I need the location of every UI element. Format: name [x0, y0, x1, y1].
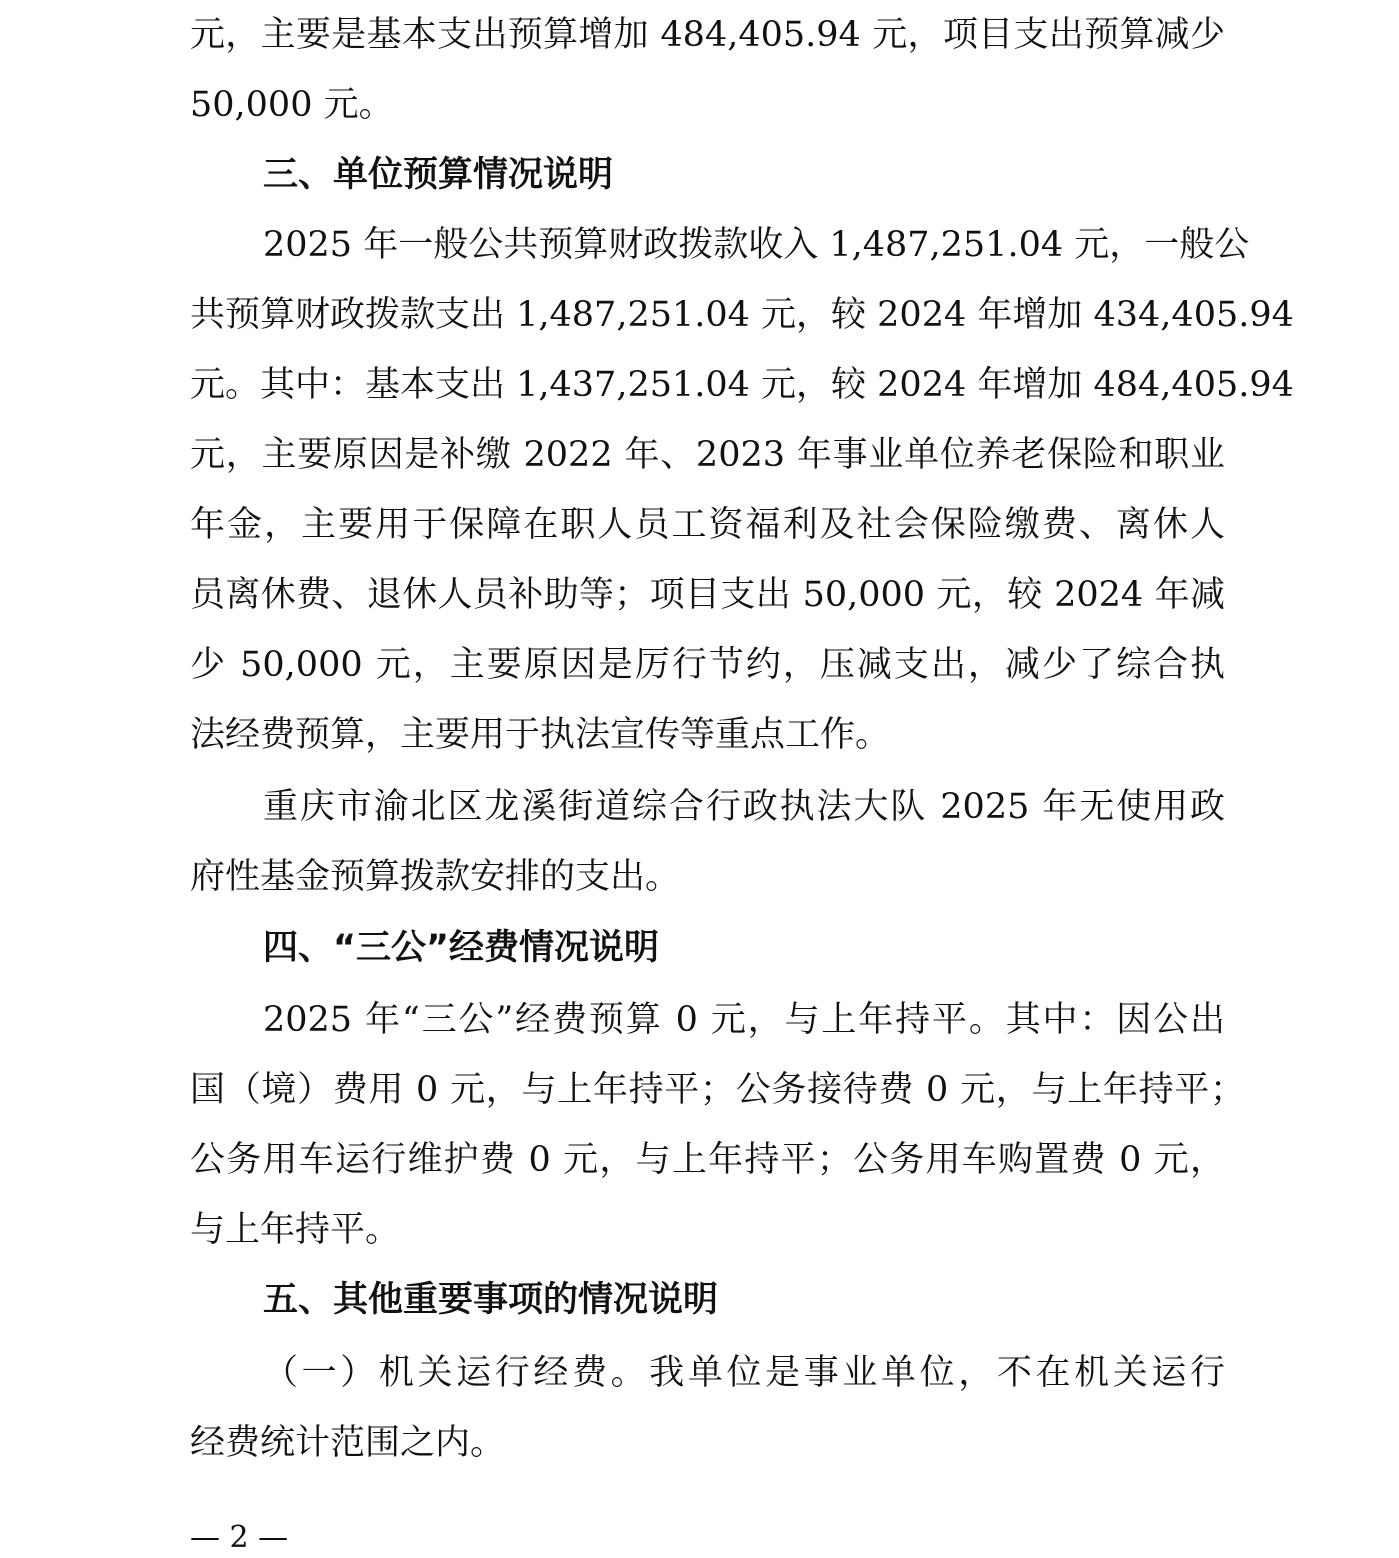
page-number: — 2 — [190, 1520, 289, 1555]
paragraph-line: 员离休费、退休人员补助等；项目支出 50,000 元，较 2024 年减 [190, 575, 1225, 615]
section-heading-5: 五、其他重要事项的情况说明 [263, 1280, 719, 1320]
paragraph-line: 与上年持平。 [190, 1210, 401, 1250]
section-heading-3: 三、单位预算情况说明 [263, 155, 614, 195]
paragraph-line: 重庆市渝北区龙溪街道综合行政执法大队 2025 年无使用政 [263, 787, 1225, 827]
paragraph-line: 国（境）费用 0 元，与上年持平；公务接待费 0 元，与上年持平； [190, 1070, 1245, 1110]
paragraph-line: 少 50,000 元，主要原因是厉行节约，压减支出，减少了综合执 [190, 645, 1225, 685]
paragraph-line: 法经费预算，主要用于执法宣传等重点工作。 [190, 715, 891, 755]
paragraph-line: 共预算财政拨款支出 1,487,251.04 元，较 2024 年增加 434,405.94 [190, 295, 1294, 335]
paragraph-line: 府性基金预算拨款安排的支出。 [190, 857, 681, 897]
paragraph-line: 50,000 元。 [190, 85, 394, 125]
section-heading-4: 四、“三公”经费情况说明 [263, 928, 660, 968]
paragraph-line: （一）机关运行经费。我单位是事业单位，不在机关运行 [263, 1353, 1225, 1393]
paragraph-line: 经费统计范围之内。 [190, 1423, 506, 1463]
paragraph-line: 元，主要原因是补缴 2022 年、2023 年事业单位养老保险和职业 [190, 435, 1225, 475]
paragraph-line: 年金，主要用于保障在职人员工资福利及社会保险缴费、离休人 [190, 505, 1225, 545]
paragraph-line: 2025 年一般公共预算财政拨款收入 1,487,251.04 元，一般公 [263, 225, 1250, 265]
paragraph-line: 元。其中：基本支出 1,437,251.04 元，较 2024 年增加 484,405.94 [190, 365, 1294, 405]
paragraph-line: 公务用车运行维护费 0 元，与上年持平；公务用车购置费 0 元， [190, 1140, 1225, 1180]
paragraph-line: 2025 年“三公”经费预算 0 元，与上年持平。其中：因公出 [263, 1000, 1225, 1040]
paragraph-line: 元，主要是基本支出预算增加 484,405.94 元，项目支出预算减少 [190, 15, 1225, 55]
